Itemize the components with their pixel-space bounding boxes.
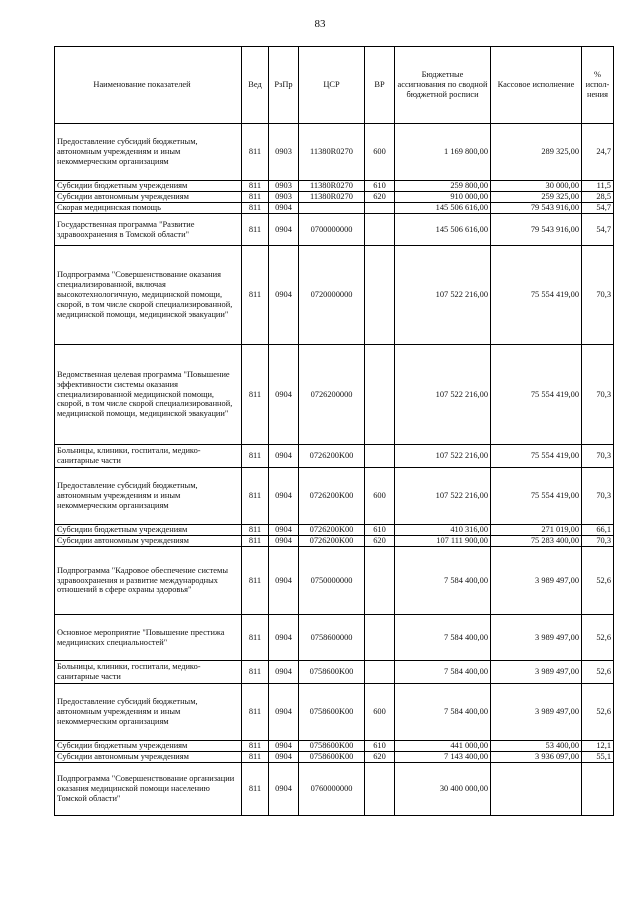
row-vr: [365, 547, 395, 615]
row-name: Больницы, клиники, госпитали, медико-санитарные части: [55, 445, 242, 468]
row-name: Основное мероприятие "Повышение престижа медицинских специальностей": [55, 615, 242, 661]
row-rzpr: 0904: [269, 525, 299, 536]
row-csr: 0758600K00: [299, 661, 365, 684]
row-fact: 289 325,00: [491, 124, 582, 181]
header-vr: ВР: [365, 47, 395, 124]
page-number: 83: [314, 18, 326, 30]
row-name: Подпрограмма "Совершенствование оказания специализированной, включая высокотехнологичную, медицинской помощи, скорой, в том числе скорой специализированной, медицинской помощи, медицинской эвакуации": [55, 246, 242, 345]
row-fact: 79 543 916,00: [491, 203, 582, 214]
row-plan: 410 316,00: [395, 525, 491, 536]
row-ved: 811: [242, 661, 269, 684]
header-fact: Кассовое исполнение: [491, 47, 582, 124]
row-fact: 3 936 097,00: [491, 752, 582, 763]
row-name: Субсидии автономным учреждениям: [55, 192, 242, 203]
table-row: [55, 741, 614, 752]
row-csr: [299, 203, 365, 214]
row-rzpr: 0904: [269, 547, 299, 615]
row-ved: 811: [242, 246, 269, 345]
table-row: [55, 547, 614, 615]
row-plan: 30 400 000,00: [395, 763, 491, 816]
row-ved: 811: [242, 192, 269, 203]
row-ved: 811: [242, 468, 269, 525]
row-fact: 3 989 497,00: [491, 661, 582, 684]
table-row: [55, 246, 614, 345]
table-row: [55, 203, 614, 214]
row-plan: 107 522 216,00: [395, 345, 491, 445]
row-fact: 3 989 497,00: [491, 547, 582, 615]
table-row: [55, 752, 614, 763]
table-row: [55, 536, 614, 547]
row-csr: 0758600000: [299, 615, 365, 661]
row-plan: 7 584 400,00: [395, 547, 491, 615]
row-name: Предоставление субсидий бюджетным, автономным учреждениям и иным некоммерческим организациям: [55, 684, 242, 741]
row-rzpr: 0904: [269, 345, 299, 445]
row-ved: 811: [242, 181, 269, 192]
table-row: [55, 468, 614, 525]
row-pct: 24,7: [582, 124, 614, 181]
row-plan: 7 143 400,00: [395, 752, 491, 763]
row-pct: 54,7: [582, 214, 614, 246]
row-plan: 107 522 216,00: [395, 246, 491, 345]
row-pct: [582, 763, 614, 816]
row-ved: 811: [242, 763, 269, 816]
row-vr: 610: [365, 525, 395, 536]
table-row: [55, 525, 614, 536]
row-ved: 811: [242, 615, 269, 661]
row-ved: 811: [242, 525, 269, 536]
row-rzpr: 0904: [269, 763, 299, 816]
row-csr: 0726200K00: [299, 525, 365, 536]
header-name: Наименование показателей: [55, 47, 242, 124]
row-csr: 0758600K00: [299, 741, 365, 752]
row-ved: 811: [242, 536, 269, 547]
row-fact: 75 554 419,00: [491, 246, 582, 345]
row-plan: 107 522 216,00: [395, 468, 491, 525]
row-pct: 70,3: [582, 468, 614, 525]
row-fact: 3 989 497,00: [491, 615, 582, 661]
table-row: [55, 345, 614, 445]
row-ved: 811: [242, 214, 269, 246]
table-row: [55, 615, 614, 661]
row-plan: 7 584 400,00: [395, 661, 491, 684]
row-plan: 107 111 900,00: [395, 536, 491, 547]
row-name: Субсидии автономным учреждениям: [55, 752, 242, 763]
row-csr: 0700000000: [299, 214, 365, 246]
row-rzpr: 0903: [269, 181, 299, 192]
row-ved: 811: [242, 203, 269, 214]
row-plan: 145 506 616,00: [395, 203, 491, 214]
row-plan: 107 522 216,00: [395, 445, 491, 468]
row-pct: 66,1: [582, 525, 614, 536]
table-row: [55, 124, 614, 181]
header-csr: ЦСР: [299, 47, 365, 124]
row-plan: 259 800,00: [395, 181, 491, 192]
row-fact: 259 325,00: [491, 192, 582, 203]
row-pct: 11,5: [582, 181, 614, 192]
row-pct: 54,7: [582, 203, 614, 214]
row-fact: 75 554 419,00: [491, 345, 582, 445]
row-rzpr: 0904: [269, 536, 299, 547]
row-plan: 145 506 616,00: [395, 214, 491, 246]
row-name: Государственная программа "Развитие здравоохранения в Томской области": [55, 214, 242, 246]
row-plan: 910 000,00: [395, 192, 491, 203]
row-vr: [365, 203, 395, 214]
row-name: Предоставление субсидий бюджетным, автономным учреждениям и иным некоммерческим организациям: [55, 468, 242, 525]
row-fact: 75 554 419,00: [491, 468, 582, 525]
row-ved: 811: [242, 345, 269, 445]
row-rzpr: 0903: [269, 192, 299, 203]
row-vr: 600: [365, 124, 395, 181]
row-vr: 610: [365, 181, 395, 192]
row-ved: 811: [242, 124, 269, 181]
table-row: [55, 661, 614, 684]
row-vr: [365, 445, 395, 468]
row-csr: 0760000000: [299, 763, 365, 816]
row-rzpr: 0904: [269, 246, 299, 345]
row-rzpr: 0904: [269, 214, 299, 246]
row-ved: 811: [242, 684, 269, 741]
row-csr: 0758600K00: [299, 752, 365, 763]
row-pct: 52,6: [582, 615, 614, 661]
row-csr: 0726200K00: [299, 468, 365, 525]
row-rzpr: 0904: [269, 661, 299, 684]
row-fact: 271 019,00: [491, 525, 582, 536]
row-vr: [365, 763, 395, 816]
row-pct: 70,3: [582, 445, 614, 468]
row-vr: [365, 345, 395, 445]
row-plan: 1 169 800,00: [395, 124, 491, 181]
row-vr: 620: [365, 536, 395, 547]
row-name: Субсидии бюджетным учреждениям: [55, 525, 242, 536]
row-csr: 0750000000: [299, 547, 365, 615]
row-vr: 600: [365, 684, 395, 741]
row-rzpr: 0904: [269, 615, 299, 661]
table-row: [55, 763, 614, 816]
row-name: Субсидии автономным учреждениям: [55, 536, 242, 547]
row-name: Субсидии бюджетным учреждениям: [55, 741, 242, 752]
row-fact: 30 000,00: [491, 181, 582, 192]
header-plan: Бюджетные ассигнования по сводной бюджетной росписи: [395, 47, 491, 124]
row-name: Подпрограмма "Кадровое обеспечение системы здравоохранения и развитие международных отношений в сфере охраны здоровья": [55, 547, 242, 615]
row-name: Подпрограмма "Совершенствование организации оказания медицинской помощи населению Томской области": [55, 763, 242, 816]
row-rzpr: 0904: [269, 752, 299, 763]
row-name: Субсидии бюджетным учреждениям: [55, 181, 242, 192]
row-plan: 441 000,00: [395, 741, 491, 752]
row-pct: 28,5: [582, 192, 614, 203]
table-row: [55, 684, 614, 741]
row-rzpr: 0904: [269, 741, 299, 752]
row-csr: 0726200K00: [299, 536, 365, 547]
row-vr: 610: [365, 741, 395, 752]
row-pct: 52,6: [582, 684, 614, 741]
row-pct: 70,3: [582, 246, 614, 345]
row-rzpr: 0904: [269, 468, 299, 525]
row-name: Больницы, клиники, госпитали, медико-санитарные части: [55, 661, 242, 684]
table-row: [55, 214, 614, 246]
row-csr: 0758600K00: [299, 684, 365, 741]
row-ved: 811: [242, 752, 269, 763]
row-fact: 53 400,00: [491, 741, 582, 752]
row-csr: 0720000000: [299, 246, 365, 345]
row-fact: [491, 763, 582, 816]
row-ved: 811: [242, 741, 269, 752]
row-ved: 811: [242, 445, 269, 468]
table-row: [55, 181, 614, 192]
row-vr: 620: [365, 192, 395, 203]
row-fact: 75 554 419,00: [491, 445, 582, 468]
row-rzpr: 0904: [269, 445, 299, 468]
row-vr: [365, 661, 395, 684]
row-csr: 11380R0270: [299, 181, 365, 192]
row-vr: [365, 615, 395, 661]
row-pct: 70,3: [582, 345, 614, 445]
row-ved: 811: [242, 547, 269, 615]
budget-table: [54, 46, 614, 816]
row-csr: 0726200000: [299, 345, 365, 445]
row-plan: 7 584 400,00: [395, 615, 491, 661]
row-rzpr: 0904: [269, 203, 299, 214]
row-name: Ведомственная целевая программа "Повышение эффективности системы оказания специализированной медицинской помощи, скорой, в том числе скорой специализированной, медицинской помощи, медицинской эвакуации": [55, 345, 242, 445]
row-csr: 0726200K00: [299, 445, 365, 468]
row-vr: 600: [365, 468, 395, 525]
row-fact: 75 283 400,00: [491, 536, 582, 547]
row-name: Предоставление субсидий бюджетным, автономным учреждениям и иным некоммерческим организациям: [55, 124, 242, 181]
row-pct: 52,6: [582, 661, 614, 684]
row-rzpr: 0904: [269, 684, 299, 741]
row-name: Скорая медицинская помощь: [55, 203, 242, 214]
table-header-row: [55, 47, 614, 124]
row-pct: 70,3: [582, 536, 614, 547]
header-pct: % испол-нения: [582, 47, 614, 124]
row-pct: 52,6: [582, 547, 614, 615]
row-fact: 3 989 497,00: [491, 684, 582, 741]
table-row: [55, 192, 614, 203]
row-pct: 12,1: [582, 741, 614, 752]
row-vr: 620: [365, 752, 395, 763]
header-rzpr: РзПр: [269, 47, 299, 124]
row-fact: 79 543 916,00: [491, 214, 582, 246]
row-rzpr: 0903: [269, 124, 299, 181]
row-plan: 7 584 400,00: [395, 684, 491, 741]
row-pct: 55,1: [582, 752, 614, 763]
header-ved: Вед: [242, 47, 269, 124]
row-vr: [365, 214, 395, 246]
row-csr: 11380R0270: [299, 192, 365, 203]
row-csr: 11380R0270: [299, 124, 365, 181]
row-vr: [365, 246, 395, 345]
table-row: [55, 445, 614, 468]
